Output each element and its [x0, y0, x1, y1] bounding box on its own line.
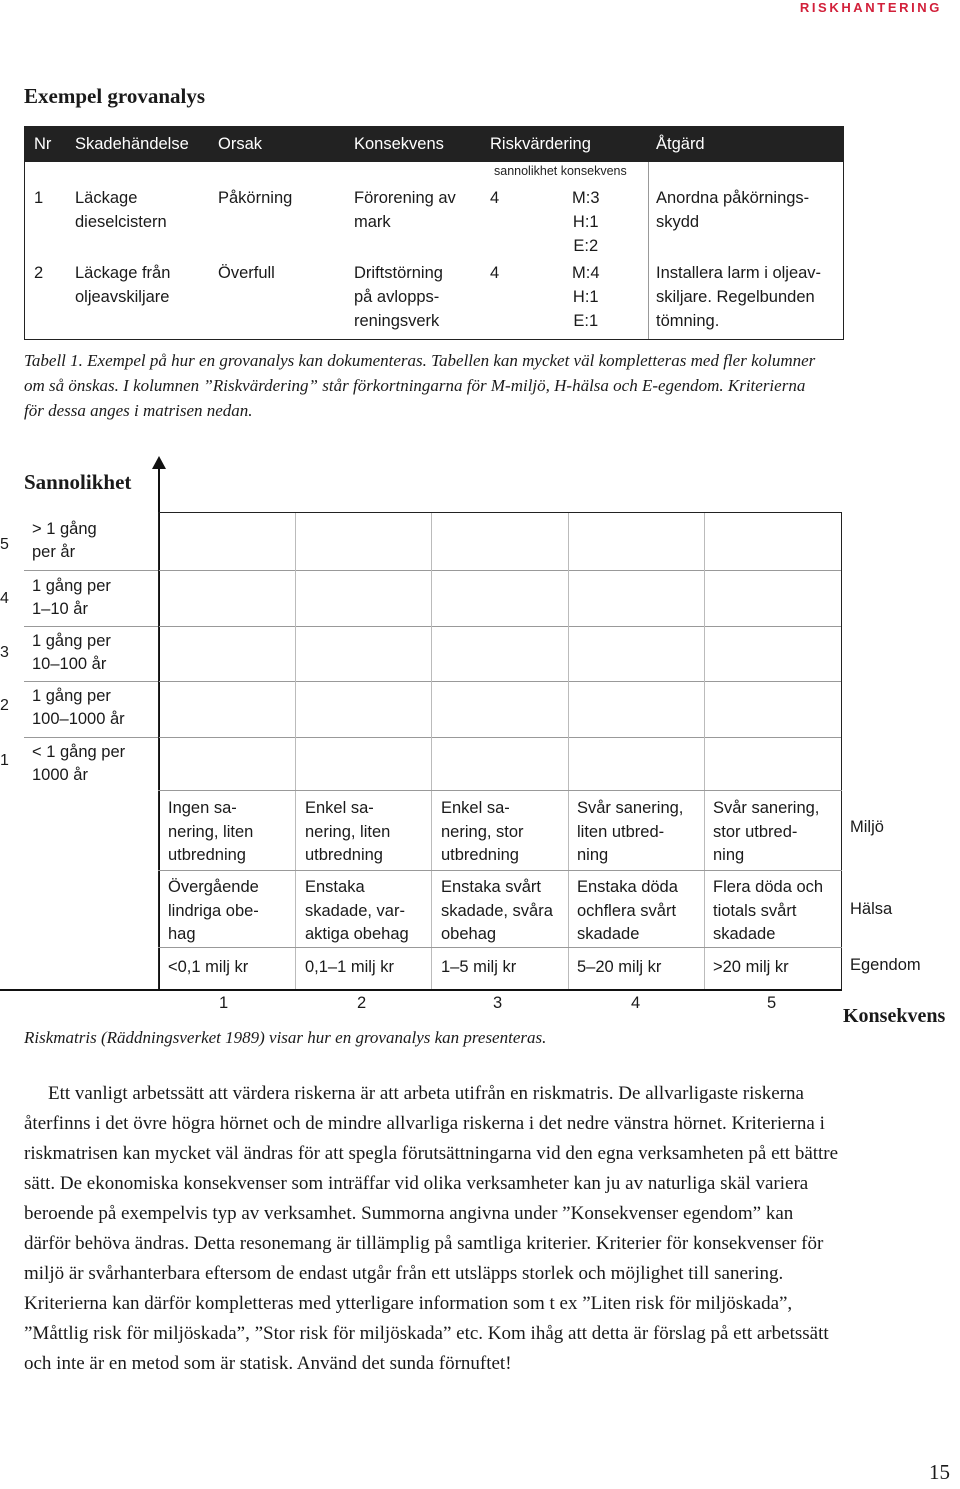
- row1-event: Läckage dieselcistern: [75, 189, 167, 231]
- x-axis-label: Konsekvens: [843, 1005, 946, 1027]
- header-orsak: Orsak: [218, 135, 263, 153]
- row2-cause: Överfull: [218, 264, 275, 282]
- grovanalys-table: [24, 126, 844, 340]
- row1-probability: 4: [490, 189, 500, 207]
- row2-probability: 4: [490, 264, 500, 282]
- egendom-cell-1: <0,1 milj kr: [168, 958, 249, 976]
- egendom-cell-5: >20 milj kr: [713, 958, 789, 976]
- egendom-cell-4: 5–20 milj kr: [577, 958, 662, 976]
- row2-consequence: Driftstörning på avlopps- reningsverk: [354, 264, 443, 330]
- matrix-divider: [158, 870, 842, 871]
- x-axis-line: [0, 989, 842, 991]
- consequence-number-3: 3: [493, 994, 503, 1012]
- matrix-divider: [158, 947, 842, 948]
- category-miljo: Miljö: [850, 818, 884, 836]
- table-header-row: [25, 127, 843, 162]
- grid-line: [704, 513, 705, 989]
- consequence-number-1: 1: [219, 994, 229, 1012]
- egendom-cell-3: 1–5 milj kr: [441, 958, 517, 976]
- body-paragraph: Ett vanligt arbetssätt att värdera riskerna är att arbeta utifrån en riskmatris. De allvarligaste riskerna återfinns i det övre högra hörnet och de mindre allvarliga riskerna i det nedre vänstra hörnet. Kriterierna i riskmatrisen kan mycket väl ändras för att spegla förutsättningarna vid den egna verksamheten på ett bättre sätt. De ekonomiska konsekvenser som inträffar vid olika verksamheter kan ju av naturliga skäl variera beroende på exempelvis typ av verksamhet. Summorna angivna under ”Konsekvenser egendom” kan därför behöva ändras. Detta resonemang är tillämplig på samtliga kriterier. Kriterier för konsekvenser för miljö är svårhanterbara eftersom de endast utgår från ett utsläpps storlek och möjlighet till sanering. Kriterierna kan därför kompletteras med ytterligare information som t ex ”Liten risk för miljöskada”, ”Måttlig risk för miljöskada”, ”Stor risk för miljöskada” etc. Kom ihåg att detta är förslag på ett arbetssätt och inte är en metod som är statisk. Använd det sunda förnuftet!: [24, 1083, 839, 1374]
- egendom-cell-2: 0,1–1 milj kr: [305, 958, 394, 976]
- riskvardering-subheader: sannolikhet konsekvens: [494, 164, 627, 178]
- miljo-cell-1: Ingen sa- nering, liten utbredning: [168, 799, 254, 864]
- miljo-cell-4: Svår sanering, liten utbred- ning: [577, 799, 684, 864]
- miljo-cell-3: Enkel sa- nering, stor utbredning: [441, 799, 524, 864]
- header-nr: Nr: [34, 135, 52, 153]
- probability-level-4: 1 gång per 1–10 år: [32, 577, 111, 618]
- matrix-divider: [158, 790, 842, 791]
- table-divider: [648, 162, 649, 339]
- row1-cause: Påkörning: [218, 189, 293, 207]
- level-number-3: 3: [0, 644, 9, 661]
- row1-consequence: Förorening av mark: [354, 189, 456, 231]
- row2-nr: 2: [34, 264, 44, 282]
- y-axis-label: Sannolikhet: [24, 470, 132, 494]
- row2-consequence-rating: M:4 H:1 E:1: [572, 264, 600, 330]
- probability-level-3: 1 gång per 10–100 år: [32, 632, 111, 673]
- miljo-cell-2: Enkel sa- nering, liten utbredning: [305, 799, 391, 864]
- header-konsekvens: Konsekvens: [354, 135, 444, 153]
- page-number: 15: [929, 1460, 950, 1484]
- row2-action: Installera larm i oljeav- skiljare. Regelbunden tömning.: [656, 264, 822, 330]
- halsa-cell-4: Enstaka döda ochflera svårt skadade: [577, 878, 678, 943]
- header-riskvardering: Riskvärdering: [490, 135, 591, 153]
- level-number-2: 2: [0, 697, 9, 714]
- halsa-cell-3: Enstaka svårt skadade, svåra obehag: [441, 878, 553, 943]
- row1-nr: 1: [34, 189, 44, 207]
- row2-event: Läckage från oljeavskiljare: [75, 264, 171, 306]
- grid-line: [295, 513, 296, 989]
- header-skadehandelse: Skadehändelse: [75, 135, 189, 153]
- level-number-5: 5: [0, 536, 9, 553]
- table-caption: Tabell 1. Exempel på hur en grovanalys kan dokumenteras. Tabellen kan mycket väl kompletteras med fler kolumner om så önskas. I kolumnen ”Riskvärdering” står förkortningarna för M-miljö, H-hälsa och E-egendom. Kriterierna för dessa anges i matrisen nedan.: [24, 351, 816, 420]
- probability-level-1: < 1 gång per 1000 år: [32, 743, 126, 784]
- level-number-4: 4: [0, 590, 9, 607]
- halsa-cell-1: Övergående lindriga obe- hag: [168, 878, 259, 943]
- consequence-number-4: 4: [631, 994, 641, 1012]
- example-title: Exempel grovanalys: [24, 84, 206, 108]
- halsa-cell-2: Enstaka skadade, var- aktiga obehag: [305, 878, 409, 943]
- miljo-cell-5: Svår sanering, stor utbred- ning: [713, 799, 820, 864]
- probability-level-5: > 1 gång per år: [32, 520, 97, 561]
- category-egendom: Egendom: [850, 956, 921, 974]
- level-number-1: 1: [0, 752, 9, 769]
- category-halsa: Hälsa: [850, 900, 893, 918]
- consequence-number-2: 2: [357, 994, 367, 1012]
- row1-consequence-rating: M:3 H:1 E:2: [572, 189, 600, 255]
- consequence-number-5: 5: [767, 994, 777, 1012]
- probability-level-2: 1 gång per 100–1000 år: [32, 687, 125, 728]
- header-atgard: Åtgärd: [656, 135, 705, 153]
- grid-line: [431, 513, 432, 989]
- grid-line: [568, 513, 569, 989]
- row1-action: Anordna påkörnings- skydd: [656, 189, 810, 231]
- halsa-cell-5: Flera döda och tiotals svårt skadade: [713, 878, 824, 943]
- section-header: RISKHANTERING: [799, 0, 942, 15]
- matrix-caption: Riskmatris (Räddningsverket 1989) visar hur en grovanalys kan presenteras.: [24, 1028, 547, 1047]
